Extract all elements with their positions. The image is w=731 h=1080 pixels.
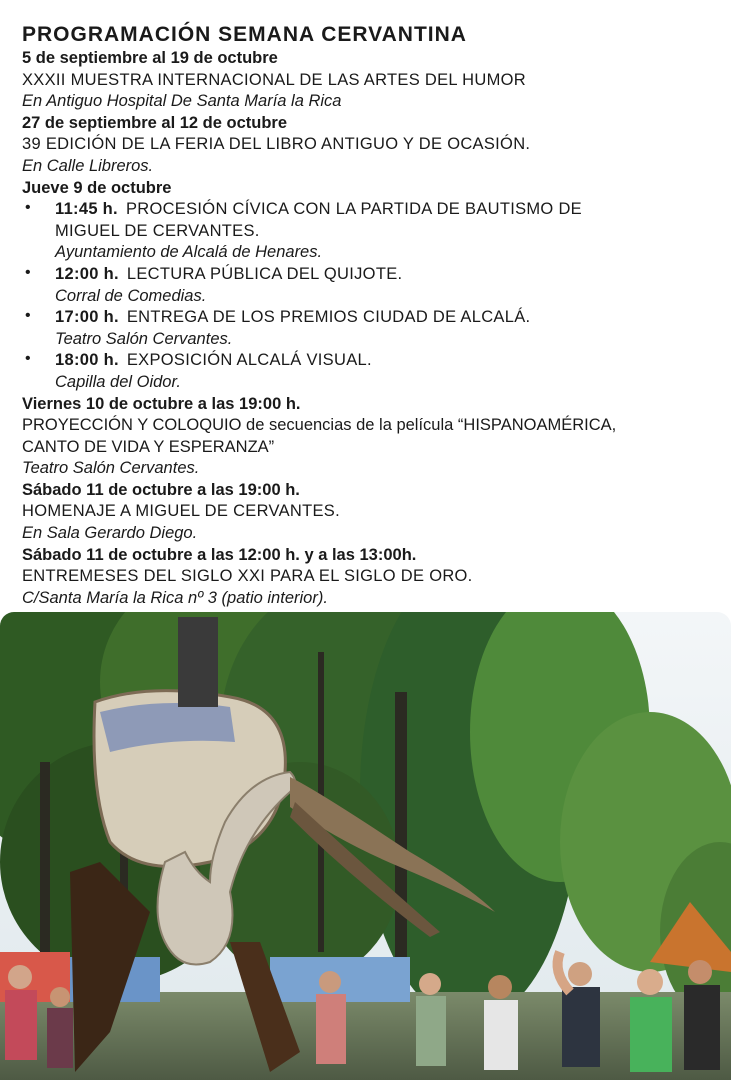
schedule-time: 18:00 h. (55, 351, 119, 370)
event-place: En Calle Libreros. (22, 156, 154, 175)
event-photo (0, 612, 731, 1080)
bullet-icon: • (25, 199, 31, 217)
schedule-description-cont: MIGUEL DE CERVANTES. (55, 221, 260, 240)
event-date: Sábado 11 de octubre a las 12:00 h. y a las 13:00h. (22, 545, 417, 564)
schedule-item (22, 307, 712, 350)
event-date: Sábado 11 de octubre a las 19:00 h. (22, 480, 300, 499)
event-place: En Sala Gerardo Diego. (22, 524, 198, 543)
event-place: Teatro Salón Cervantes. (22, 459, 200, 478)
page-title: PROGRAMACIÓN SEMANA CERVANTINA (22, 23, 467, 46)
schedule-description: ENTREGA DE LOS PREMIOS CIUDAD DE ALCALÁ. (126, 308, 531, 327)
schedule-place: Corral de Comedias. (55, 286, 207, 305)
schedule-place: Teatro Salón Cervantes. (55, 329, 233, 348)
event-description-cont: CANTO DE VIDA Y ESPERANZA” (22, 437, 275, 456)
schedule-description: PROCESIÓN CÍVICA CON LA PARTIDA DE BAUTISMO DE (125, 200, 582, 219)
schedule-place: Ayuntamiento de Alcalá de Henares. (55, 243, 323, 262)
event-description: HOMENAJE A MIGUEL DE CERVANTES. (22, 502, 340, 521)
bullet-icon: • (25, 307, 31, 325)
event-description: PROYECCIÓN Y COLOQUIO de secuencias de la película “HISPANOAMÉRICA, (22, 416, 617, 435)
bullet-icon: • (25, 350, 31, 368)
event-description: ENTREMESES DEL SIGLO XXI PARA EL SIGLO DE ORO. (22, 567, 473, 586)
schedule-time: 12:00 h. (55, 264, 119, 283)
event-date: Viernes 10 de octubre a las 19:00 h. (22, 394, 301, 413)
schedule-description: LECTURA PÚBLICA DEL QUIJOTE. (126, 264, 403, 283)
event-date: 27 de septiembre al 12 de octubre (22, 113, 288, 132)
schedule-time: 11:45 h. (55, 200, 118, 219)
schedule-item (22, 264, 712, 307)
schedule-time: 17:00 h. (55, 308, 119, 327)
schedule-description: EXPOSICIÓN ALCALÁ VISUAL. (126, 351, 372, 370)
event-date: Jueve 9 de octubre (22, 178, 172, 197)
program-document (22, 22, 712, 609)
event-date: 5 de septiembre al 19 de octubre (22, 49, 278, 67)
event-place: C/Santa María la Rica nº 3 (patio interior). (22, 588, 328, 607)
schedule-item (22, 199, 712, 264)
event-place: En Antiguo Hospital De Santa María la Rica (22, 92, 342, 111)
schedule-item (22, 350, 712, 393)
giant-puppet-photo (0, 612, 731, 1080)
event-description: 39 EDICIÓN DE LA FERIA DEL LIBRO ANTIGUO Y DE OCASIÓN. (22, 135, 531, 154)
bullet-icon: • (25, 263, 31, 281)
schedule-place: Capilla del Oidor. (55, 372, 181, 391)
event-description: XXXII MUESTRA INTERNACIONAL DE LAS ARTES DEL HUMOR (22, 70, 526, 89)
